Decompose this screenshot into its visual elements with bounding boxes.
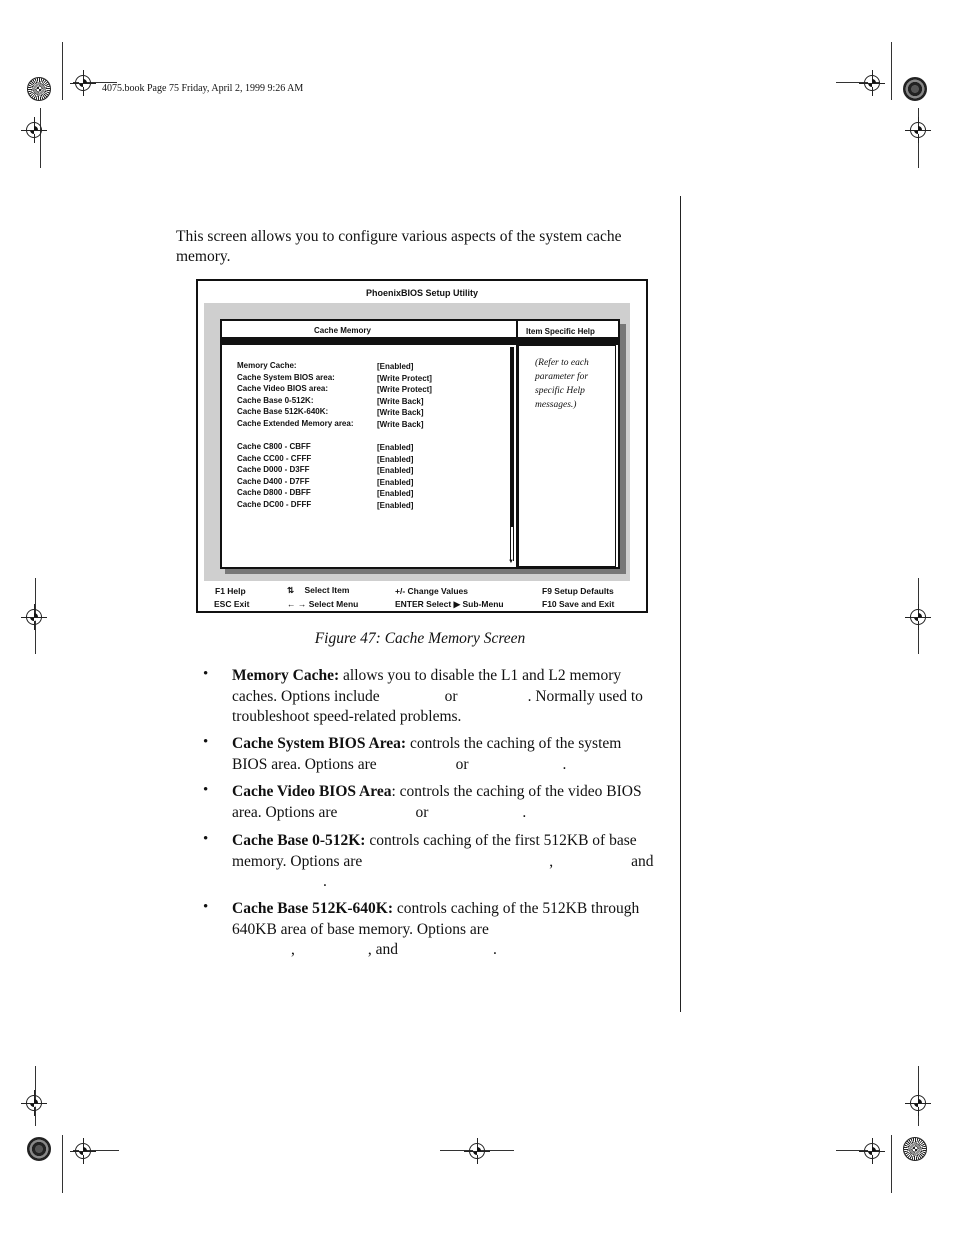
print-header: 4075.book Page 75 Friday, April 2, 1999 9:26 AM — [102, 83, 304, 94]
setting-cache-dc00[interactable]: Cache DC00 - DFFF — [237, 499, 312, 509]
bullet-term: Cache Base 512K-640K: — [232, 900, 394, 917]
setting-value[interactable]: [Write Back] — [377, 408, 424, 417]
registration-mark-icon — [26, 1095, 42, 1111]
figure-caption: Figure 47: Cache Memory Screen — [314, 630, 526, 647]
bullet-text: area. Options are — [232, 803, 338, 821]
registration-mark-icon — [910, 609, 926, 625]
key-change-values: +/- Change Values — [395, 586, 468, 596]
setting-cache-cc00[interactable]: Cache CC00 - CFFF — [237, 453, 312, 463]
sunburst-mark-icon — [27, 77, 51, 101]
scroll-down-arrow-icon[interactable]: ▼ — [508, 559, 514, 565]
key-submenu: Sub-Menu — [462, 599, 504, 609]
bullet-text: , and — [367, 941, 399, 958]
bullet-dot-icon: • — [203, 666, 209, 682]
setting-cache-d800[interactable]: Cache D800 - DBFF — [237, 488, 311, 497]
key-f10-save-exit: F10 Save and Exit — [542, 599, 615, 609]
key-enter-select: ENTER Select — [395, 599, 452, 609]
help-text: (Refer to each parameter for specific Help messages.) — [535, 358, 589, 410]
setting-cache-c800[interactable]: Cache C800 - CBFF — [237, 442, 311, 451]
scrollbar-thumb[interactable] — [510, 347, 514, 527]
up-down-arrows-icon: ⇅ — [287, 585, 295, 595]
bullet-term: Memory Cache: — [232, 667, 340, 684]
bullet-text: . — [562, 755, 567, 773]
bullet-text: . — [323, 873, 327, 890]
registration-mark-icon — [469, 1143, 485, 1159]
bullet-text: or — [455, 755, 469, 773]
bullet-text: controls caching of the first 512KB of base — [365, 832, 637, 849]
bullet-text: . — [493, 941, 497, 958]
sunburst-mark-icon — [903, 1137, 927, 1161]
setting-value[interactable]: [Write Back] — [377, 396, 424, 406]
help-title: Item Specific Help — [526, 327, 595, 336]
crop-line — [62, 1135, 63, 1193]
crop-line — [40, 108, 41, 168]
bullet-text: . — [522, 803, 527, 821]
registration-mark-icon — [75, 75, 91, 91]
setting-value[interactable]: [Enabled] — [377, 362, 414, 371]
bios-background — [204, 303, 630, 581]
bullet-cache-video-bios — [232, 782, 664, 823]
bullet-term: Cache Video BIOS Area — [232, 783, 392, 800]
registration-mark-icon — [26, 609, 42, 625]
cache-memory-panel — [220, 319, 620, 569]
right-triangle-icon: ▶ — [453, 599, 461, 609]
bullet-text: : controls the caching of the video BIOS — [391, 783, 642, 800]
bullet-cache-base-0-512k — [232, 831, 664, 893]
bullet-cache-system-bios — [232, 734, 664, 775]
setting-cache-base-512k-640k[interactable]: Cache Base 512K-640K: — [237, 407, 329, 416]
bullet-text: . Normally used to — [527, 687, 643, 705]
bullet-term: Cache Base 0-512K: — [232, 832, 366, 849]
setting-value[interactable]: [Enabled] — [377, 500, 414, 510]
setting-value[interactable]: [Write Back] — [377, 419, 424, 429]
crop-line — [891, 1135, 892, 1193]
bullet-text: controls caching of the 512KB through — [393, 900, 640, 917]
sidebar-rule — [680, 196, 681, 1012]
bullet-text: or — [415, 803, 429, 821]
key-f9-defaults: F9 Setup Defaults — [542, 586, 614, 596]
key-esc-exit: ESC Exit — [214, 599, 250, 609]
bullet-memory-cache — [232, 666, 664, 728]
bullet-text: 640KB area of base memory. Options are — [232, 920, 489, 938]
bullet-dot-icon: • — [203, 734, 209, 750]
intro-paragraph: This screen allows you to configure various aspects of the system cache memory. — [176, 228, 622, 265]
help-box — [518, 345, 616, 567]
registration-mark-icon — [910, 122, 926, 138]
key-select-menu: Select Menu — [308, 599, 359, 609]
setting-value[interactable]: [Enabled] — [377, 489, 414, 498]
bios-title: PhoenixBIOS Setup Utility — [365, 288, 478, 298]
crop-line — [62, 42, 63, 100]
bullet-dot-icon: • — [203, 899, 209, 915]
setting-cache-d400[interactable]: Cache D400 - D7FF — [237, 476, 310, 486]
region-settings-values — [377, 442, 413, 511]
key-select-item: Select Item — [304, 585, 350, 595]
left-right-arrows-icon: ← → — [287, 599, 307, 609]
bullet-dot-icon: • — [203, 782, 209, 798]
setting-cache-d000[interactable]: Cache D000 - D3FF — [237, 465, 310, 474]
registration-mark-icon — [26, 122, 42, 138]
bios-screen — [196, 279, 648, 613]
bullet-text: , — [549, 852, 554, 870]
panel-shadow — [620, 324, 626, 574]
setting-value[interactable]: [Write Protect] — [377, 385, 432, 394]
sunburst-mark-icon — [27, 1137, 51, 1161]
setting-value[interactable]: [Enabled] — [377, 443, 414, 452]
registration-mark-icon — [910, 1095, 926, 1111]
bullet-text: BIOS area. Options are — [232, 755, 377, 773]
setting-cache-extended-memory[interactable]: Cache Extended Memory area: — [237, 418, 354, 428]
panel-shadow — [225, 569, 626, 574]
bullet-cache-base-512k-640k — [232, 899, 664, 961]
bullet-text: and — [631, 852, 654, 870]
registration-mark-icon — [864, 1143, 880, 1159]
region-settings-list — [237, 441, 311, 510]
setting-value[interactable]: [Enabled] — [377, 477, 414, 487]
bullet-text: caches. Options include — [232, 687, 380, 705]
bullet-dot-icon: • — [203, 831, 209, 847]
setting-value[interactable]: [Enabled] — [377, 454, 414, 464]
bullet-text: troubleshoot speed-related problems. — [232, 708, 462, 725]
setting-value[interactable]: [Enabled] — [377, 466, 414, 475]
setting-cache-base-0-512k[interactable]: Cache Base 0-512K: — [237, 395, 314, 405]
key-f1-help: F1 Help — [215, 586, 246, 596]
sunburst-mark-icon — [903, 77, 927, 101]
bullet-text: controls the caching of the system — [406, 735, 622, 752]
settings-values — [377, 361, 432, 430]
setting-memory-cache[interactable]: Memory Cache: — [237, 361, 297, 370]
bullet-text: allows you to disable the L1 and L2 memory — [339, 667, 622, 684]
bullet-term: Cache System BIOS Area: — [232, 735, 407, 752]
bullet-text: , — [291, 941, 295, 958]
panel-title: Cache Memory — [314, 326, 371, 335]
registration-mark-icon — [864, 75, 880, 91]
bullet-text: or — [444, 687, 458, 705]
settings-list — [237, 360, 354, 429]
bullet-text: memory. Options are — [232, 852, 363, 870]
crop-line — [891, 42, 892, 100]
panel-title-bar — [222, 337, 618, 345]
setting-value[interactable]: [Write Protect] — [377, 373, 432, 383]
setting-cache-video-bios[interactable]: Cache Video BIOS area: — [237, 384, 328, 393]
setting-cache-system-bios[interactable]: Cache System BIOS area: — [237, 372, 335, 382]
registration-mark-icon — [75, 1143, 91, 1159]
